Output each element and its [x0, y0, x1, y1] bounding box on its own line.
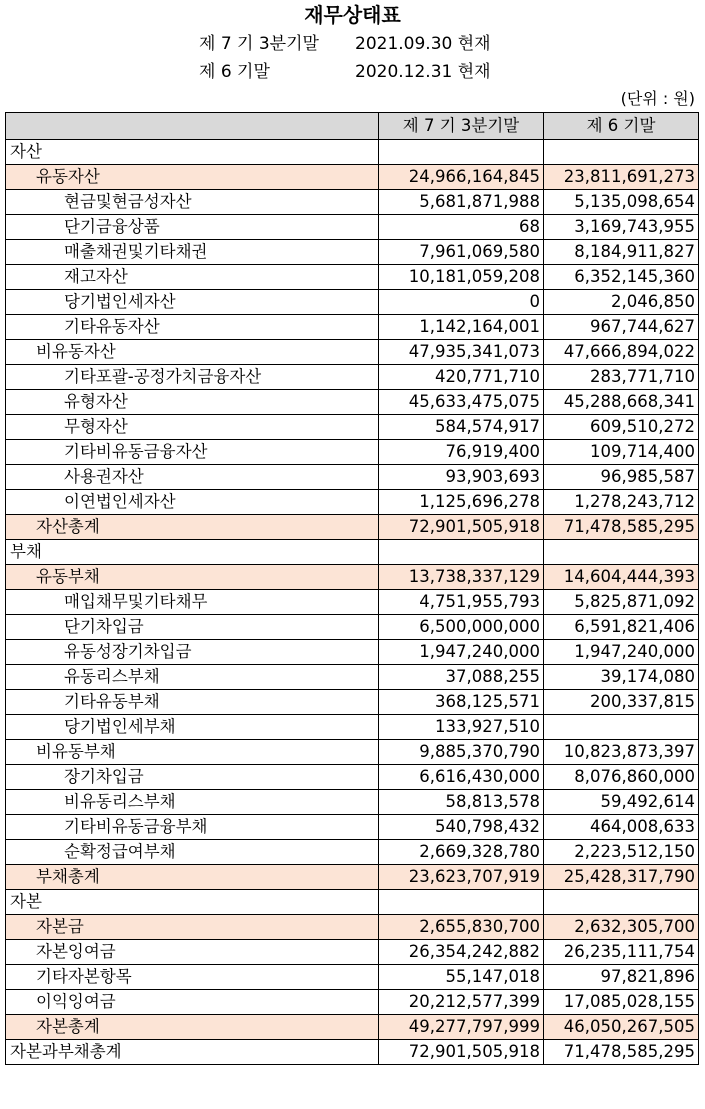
current-period-value: 0 [379, 290, 544, 315]
current-period-value: 2,669,328,780 [379, 840, 544, 865]
current-period-value: 72,901,505,918 [379, 1040, 544, 1065]
account-name: 이연법인세자산 [6, 490, 379, 515]
account-name: 현금및현금성자산 [6, 190, 379, 215]
previous-period-value [544, 140, 699, 165]
previous-period-value [544, 715, 699, 740]
current-period-value: 10,181,059,208 [379, 265, 544, 290]
table-header-row [6, 113, 699, 140]
previous-period-value: 26,235,111,754 [544, 940, 699, 965]
table-row [6, 315, 699, 340]
column-header-previous: 제 6 기말 [544, 113, 699, 140]
account-name: 부채총계 [6, 865, 379, 890]
previous-period-value: 47,666,894,022 [544, 340, 699, 365]
previous-period-value: 3,169,743,955 [544, 215, 699, 240]
current-period-value: 55,147,018 [379, 965, 544, 990]
current-period-value: 76,919,400 [379, 440, 544, 465]
account-name: 이익잉여금 [6, 990, 379, 1015]
table-row [6, 890, 699, 915]
account-name: 사용권자산 [6, 465, 379, 490]
account-name: 당기법인세부채 [6, 715, 379, 740]
current-period-value: 37,088,255 [379, 665, 544, 690]
previous-period-value: 23,811,691,273 [544, 165, 699, 190]
previous-period-value: 1,278,243,712 [544, 490, 699, 515]
previous-period-value: 8,184,911,827 [544, 240, 699, 265]
table-row [6, 140, 699, 165]
account-name: 유동성장기차입금 [6, 640, 379, 665]
current-period-value: 584,574,917 [379, 415, 544, 440]
table-row [6, 665, 699, 690]
previous-period-value: 8,076,860,000 [544, 765, 699, 790]
previous-period-value: 1,947,240,000 [544, 640, 699, 665]
account-name: 자본총계 [6, 1015, 379, 1040]
current-period-value: 45,633,475,075 [379, 390, 544, 415]
current-period-value: 23,623,707,919 [379, 865, 544, 890]
account-name: 매입채무및기타채무 [6, 590, 379, 615]
current-period-value: 47,935,341,073 [379, 340, 544, 365]
previous-period-value: 967,744,627 [544, 315, 699, 340]
current-period-value: 133,927,510 [379, 715, 544, 740]
previous-period-value [544, 540, 699, 565]
current-period-value: 58,813,578 [379, 790, 544, 815]
table-row [6, 790, 699, 815]
account-name: 기타비유동금융자산 [6, 440, 379, 465]
previous-period-value: 39,174,080 [544, 665, 699, 690]
table-row [6, 240, 699, 265]
current-period-value: 540,798,432 [379, 815, 544, 840]
previous-period-value: 14,604,444,393 [544, 565, 699, 590]
account-name: 기타자본항목 [6, 965, 379, 990]
account-name: 순확정급여부채 [6, 840, 379, 865]
table-row [6, 640, 699, 665]
previous-period-value: 109,714,400 [544, 440, 699, 465]
table-row [6, 715, 699, 740]
table-row [6, 440, 699, 465]
unit-label: (단위 : 원) [620, 89, 695, 108]
account-name: 무형자산 [6, 415, 379, 440]
statement-title: 재무상태표 [304, 3, 401, 27]
account-name: 유동부채 [6, 565, 379, 590]
period-current-date: 2021.09.30 현재 [355, 34, 491, 54]
previous-period-value: 283,771,710 [544, 365, 699, 390]
table-row [6, 390, 699, 415]
previous-period-value: 45,288,668,341 [544, 390, 699, 415]
previous-period-value: 464,008,633 [544, 815, 699, 840]
current-period-value: 368,125,571 [379, 690, 544, 715]
table-row [6, 815, 699, 840]
table-row [6, 465, 699, 490]
previous-period-value: 200,337,815 [544, 690, 699, 715]
table-row [6, 290, 699, 315]
current-period-value: 49,277,797,999 [379, 1015, 544, 1040]
account-name: 장기차입금 [6, 765, 379, 790]
account-name: 유동자산 [6, 165, 379, 190]
table-row [6, 965, 699, 990]
previous-period-value: 17,085,028,155 [544, 990, 699, 1015]
account-name: 자산 [6, 140, 379, 165]
current-period-value: 6,500,000,000 [379, 615, 544, 640]
table-row [6, 765, 699, 790]
current-period-value [379, 540, 544, 565]
current-period-value: 6,616,430,000 [379, 765, 544, 790]
previous-period-value: 10,823,873,397 [544, 740, 699, 765]
table-row [6, 415, 699, 440]
current-period-value: 2,655,830,700 [379, 915, 544, 940]
current-period-value: 24,966,164,845 [379, 165, 544, 190]
previous-period-value: 71,478,585,295 [544, 1040, 699, 1065]
current-period-value: 420,771,710 [379, 365, 544, 390]
account-name: 자본금 [6, 915, 379, 940]
previous-period-value: 5,135,098,654 [544, 190, 699, 215]
table-row [6, 265, 699, 290]
current-period-value: 13,738,337,129 [379, 565, 544, 590]
account-name: 유형자산 [6, 390, 379, 415]
account-name: 기타유동자산 [6, 315, 379, 340]
period-previous-date: 2020.12.31 현재 [355, 62, 491, 82]
table-row [6, 865, 699, 890]
previous-period-value: 2,223,512,150 [544, 840, 699, 865]
account-name: 단기금융상품 [6, 215, 379, 240]
table-row [6, 690, 699, 715]
account-name: 단기차입금 [6, 615, 379, 640]
account-name: 자산총계 [6, 515, 379, 540]
current-period-value: 1,125,696,278 [379, 490, 544, 515]
account-name: 기타유동부채 [6, 690, 379, 715]
current-period-value: 9,885,370,790 [379, 740, 544, 765]
table-row [6, 590, 699, 615]
current-period-value [379, 140, 544, 165]
table-row [6, 740, 699, 765]
previous-period-value: 609,510,272 [544, 415, 699, 440]
previous-period-value: 2,632,305,700 [544, 915, 699, 940]
current-period-value: 72,901,505,918 [379, 515, 544, 540]
table-row [6, 915, 699, 940]
account-name: 부채 [6, 540, 379, 565]
table-row [6, 165, 699, 190]
table-row [6, 340, 699, 365]
previous-period-value: 6,591,821,406 [544, 615, 699, 640]
account-name: 자본 [6, 890, 379, 915]
previous-period-value: 71,478,585,295 [544, 515, 699, 540]
previous-period-value: 96,985,587 [544, 465, 699, 490]
previous-period-value: 2,046,850 [544, 290, 699, 315]
account-name: 비유동자산 [6, 340, 379, 365]
current-period-value: 93,903,693 [379, 465, 544, 490]
current-period-value: 1,947,240,000 [379, 640, 544, 665]
current-period-value: 5,681,871,988 [379, 190, 544, 215]
previous-period-value: 46,050,267,505 [544, 1015, 699, 1040]
account-name: 매출채권및기타채권 [6, 240, 379, 265]
previous-period-value: 6,352,145,360 [544, 265, 699, 290]
current-period-value: 20,212,577,399 [379, 990, 544, 1015]
account-name: 자본과부채총계 [6, 1040, 379, 1065]
period-current-label: 제 7 기 3분기말 [199, 34, 319, 54]
previous-period-value: 5,825,871,092 [544, 590, 699, 615]
previous-period-value: 25,428,317,790 [544, 865, 699, 890]
table-row [6, 990, 699, 1015]
current-period-value: 7,961,069,580 [379, 240, 544, 265]
table-row [6, 190, 699, 215]
table-row [6, 540, 699, 565]
previous-period-value [544, 890, 699, 915]
previous-period-value: 59,492,614 [544, 790, 699, 815]
account-name: 당기법인세자산 [6, 290, 379, 315]
column-header-account [6, 113, 379, 140]
table-row [6, 940, 699, 965]
table-row [6, 215, 699, 240]
table-row [6, 565, 699, 590]
table-row [6, 1015, 699, 1040]
table-row [6, 515, 699, 540]
account-name: 유동리스부채 [6, 665, 379, 690]
table-row [6, 615, 699, 640]
table-row [6, 840, 699, 865]
account-name: 재고자산 [6, 265, 379, 290]
previous-period-value: 97,821,896 [544, 965, 699, 990]
column-header-current: 제 7 기 3분기말 [379, 113, 544, 140]
period-previous-label: 제 6 기말 [199, 62, 270, 82]
account-name: 자본잉여금 [6, 940, 379, 965]
account-name: 비유동리스부채 [6, 790, 379, 815]
balance-sheet-table [5, 112, 699, 1065]
table-row [6, 490, 699, 515]
table-row [6, 365, 699, 390]
current-period-value: 4,751,955,793 [379, 590, 544, 615]
current-period-value [379, 890, 544, 915]
table-row [6, 1040, 699, 1065]
account-name: 기타비유동금융부채 [6, 815, 379, 840]
current-period-value: 68 [379, 215, 544, 240]
account-name: 비유동부채 [6, 740, 379, 765]
account-name: 기타포괄-공정가치금융자산 [6, 365, 379, 390]
current-period-value: 1,142,164,001 [379, 315, 544, 340]
current-period-value: 26,354,242,882 [379, 940, 544, 965]
table-body [6, 140, 699, 1065]
